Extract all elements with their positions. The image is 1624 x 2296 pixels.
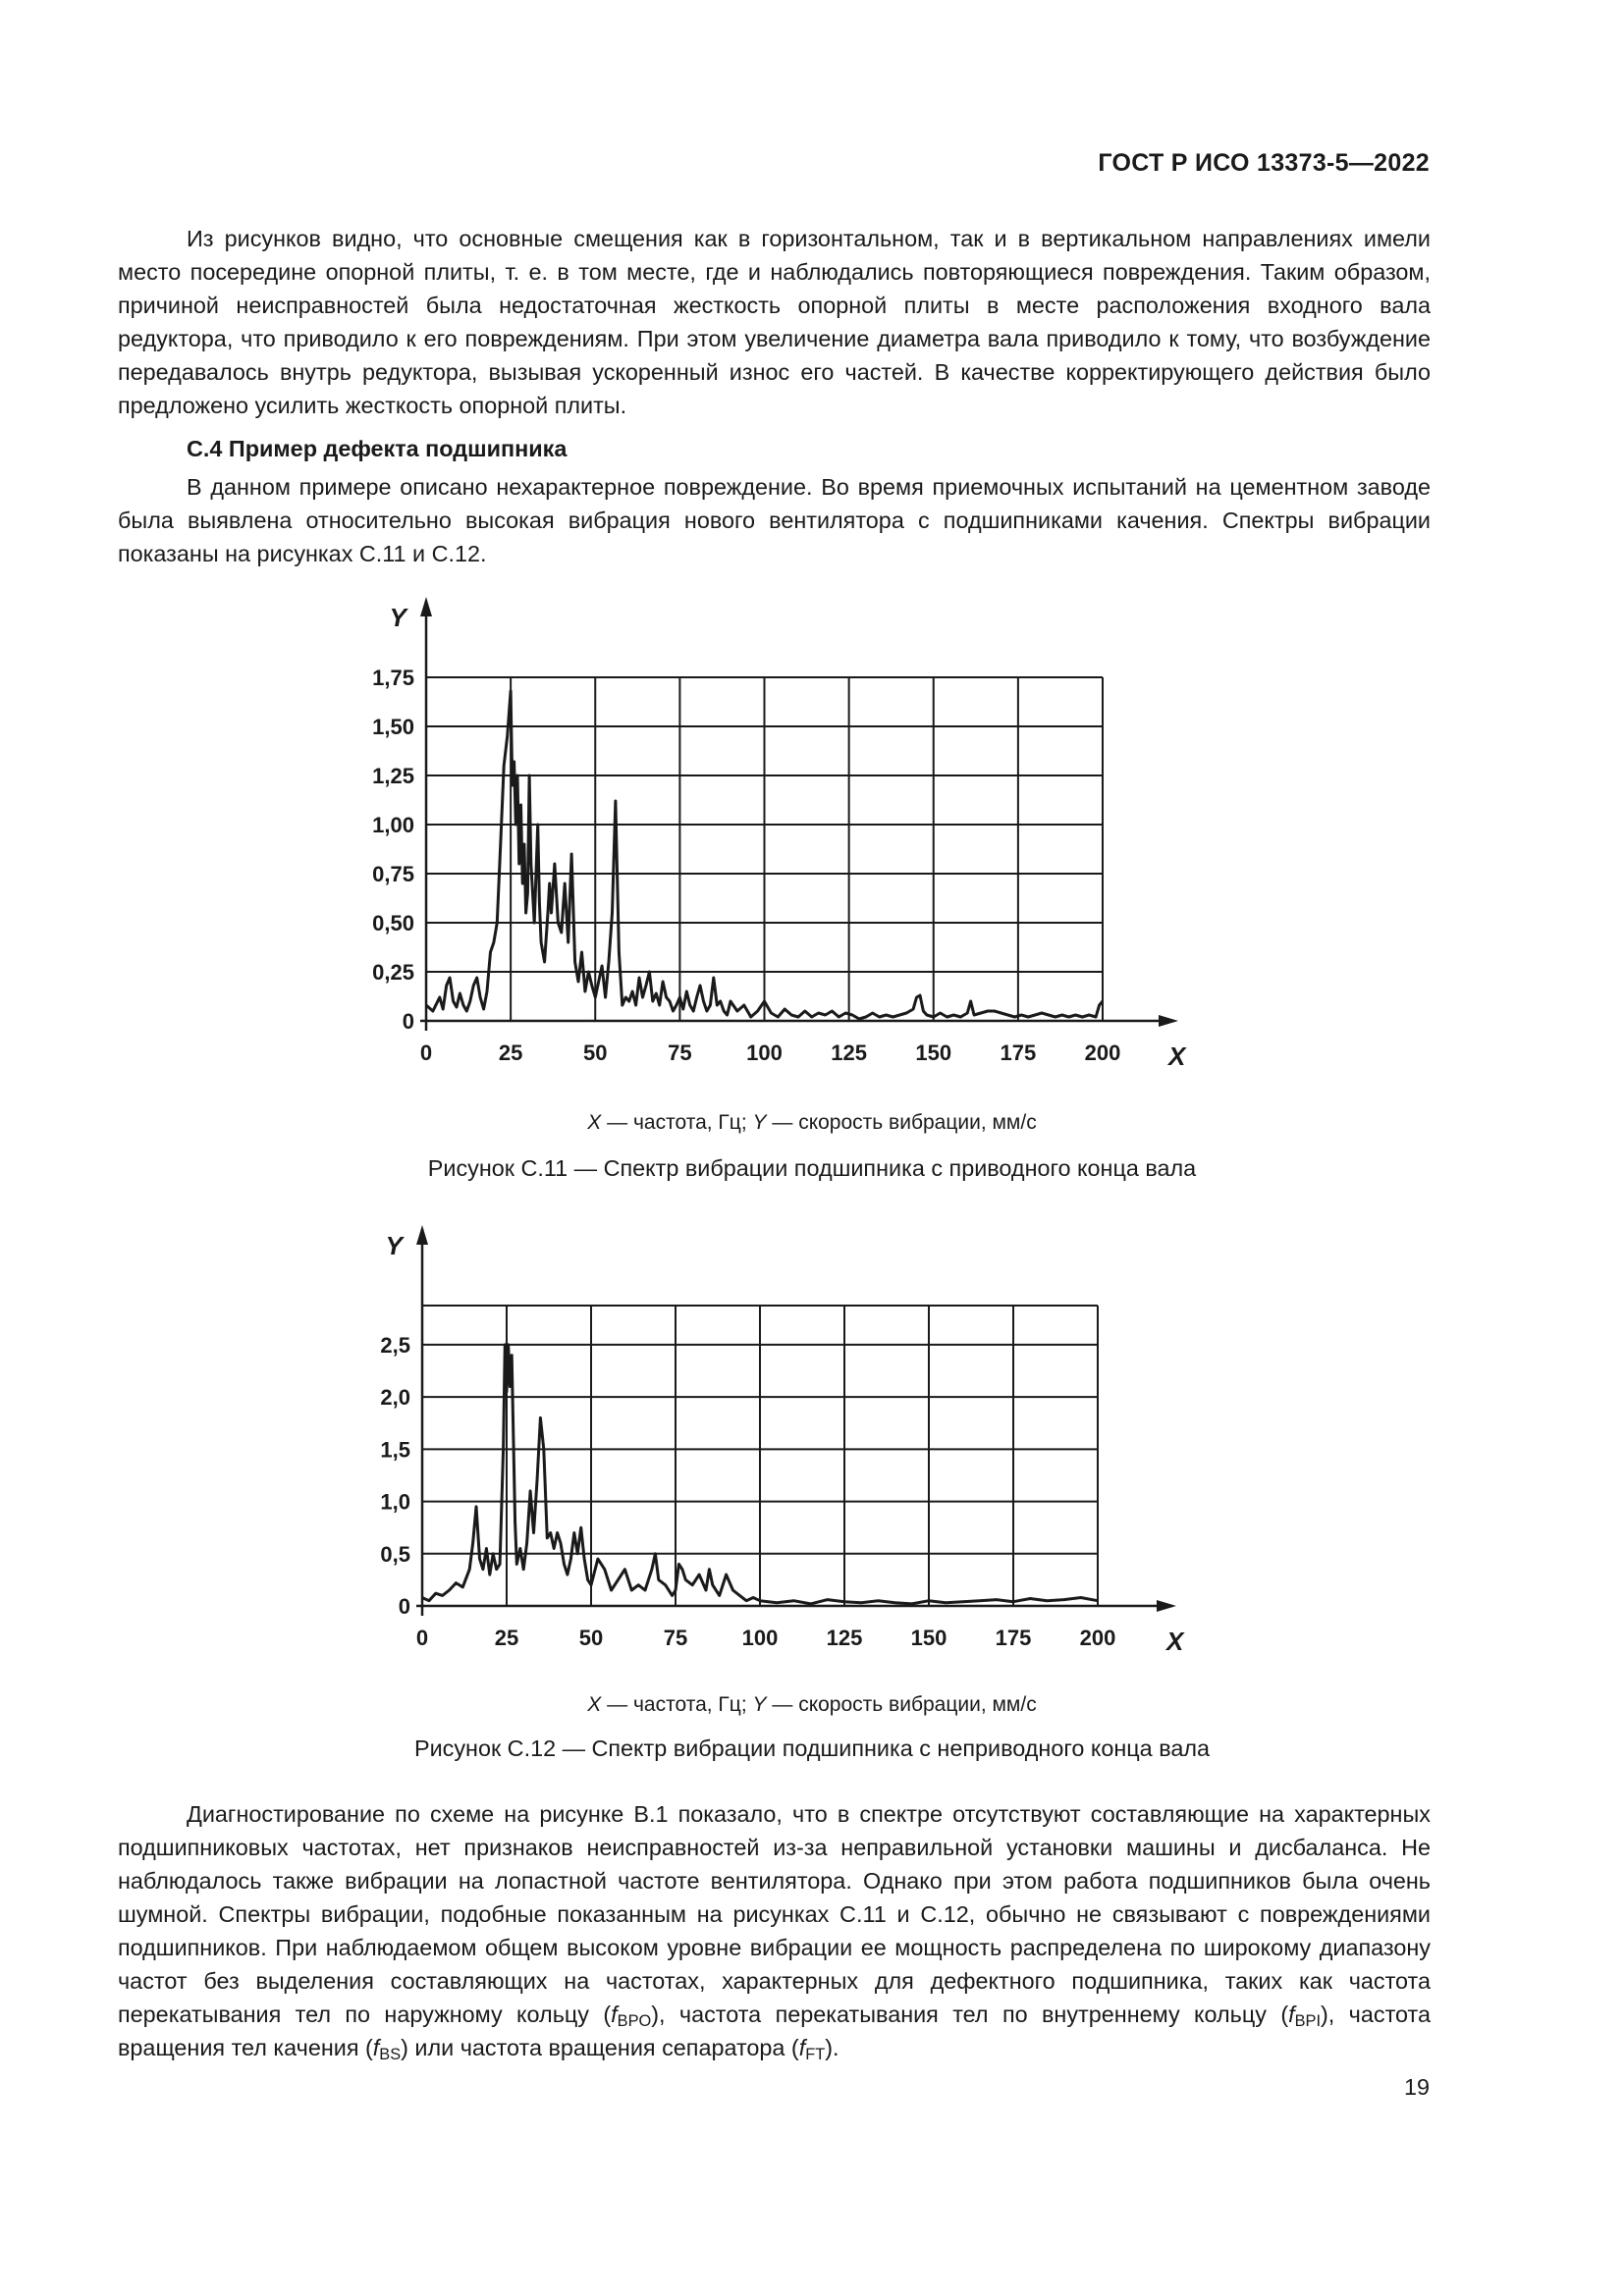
legend-x-var: X	[587, 1693, 602, 1716]
y-tick-label: 1,75	[372, 666, 414, 690]
chart-figure-c11	[0, 579, 1624, 1070]
y-tick-label: 0,25	[372, 960, 414, 985]
y-axis-arrow	[420, 597, 432, 616]
x-tick-labels	[420, 1041, 1120, 1065]
y-tick-label: 0,75	[372, 862, 414, 886]
x-tick-label: 100	[746, 1041, 783, 1065]
x-tick-label: 25	[494, 1626, 519, 1650]
x-axis-label: X	[1166, 1627, 1184, 1656]
legend-y-text: — скорость вибрации, мм/с	[766, 1693, 1037, 1716]
y-tick-label: 2,5	[380, 1332, 410, 1358]
x-tick-label: 125	[826, 1626, 863, 1650]
x-axis-arrow	[1159, 1015, 1178, 1027]
page-number: 19	[1403, 2074, 1430, 2100]
paragraph-2: В данном примере описано нехарактерное повреждение. Во время приемочных испытаний на цементном заводе была выявлена относительно высокая вибрация нового вентилятора с подшипниками качения. Спектры вибрации показаны на рисунках С.11 и С.12.	[118, 474, 1431, 566]
y-tick-labels	[380, 1333, 410, 1619]
y-tick-label: 0	[402, 1009, 414, 1034]
figure-caption-c12: Рисунок С.12 — Спектр вибрации подшипника с неприводного конца вала	[413, 1735, 1211, 1761]
legend-x-text: — частота, Гц;	[601, 1111, 753, 1134]
x-tick-label: 25	[498, 1041, 523, 1065]
x-axis-arrow	[1157, 1600, 1176, 1612]
y-axis-label: Y	[389, 603, 406, 632]
document-header: ГОСТ Р ИСО 13373-5—2022	[1098, 149, 1430, 177]
x-tick-label: 200	[1084, 1041, 1121, 1065]
legend-x-text: — частота, Гц;	[601, 1693, 753, 1716]
y-tick-label: 1,00	[372, 813, 414, 837]
y-tick-label: 0	[398, 1594, 410, 1619]
chart-axes	[390, 597, 1187, 1071]
x-axis-label: X	[1168, 1041, 1186, 1071]
y-tick-labels	[372, 666, 414, 1034]
y-tick-label: 0,5	[380, 1541, 410, 1567]
x-tick-label: 50	[578, 1626, 604, 1650]
y-tick-label: 0,50	[372, 911, 414, 935]
x-tick-label: 175	[1000, 1041, 1037, 1065]
y-axis-label: Y	[385, 1231, 403, 1260]
legend-y-var: Y	[752, 1693, 767, 1716]
chart-axes	[386, 1225, 1185, 1656]
chart-figure-c12	[0, 1231, 1624, 1686]
x-tick-label: 0	[419, 1041, 433, 1065]
y-axis-arrow	[416, 1225, 428, 1245]
figure-legend-c12	[0, 1693, 1624, 1717]
y-tick-label: 2,0	[380, 1385, 410, 1411]
x-tick-label: 0	[415, 1626, 429, 1650]
x-tick-label: 150	[910, 1626, 947, 1650]
x-tick-label: 175	[995, 1626, 1032, 1650]
legend-y-var: Y	[752, 1111, 767, 1134]
y-tick-label: 1,5	[380, 1437, 410, 1463]
figure-legend-c11	[0, 1111, 1624, 1135]
x-tick-label: 75	[663, 1626, 688, 1650]
x-tick-label: 100	[741, 1626, 779, 1650]
y-tick-label: 1,25	[372, 764, 414, 788]
x-tick-label: 200	[1079, 1626, 1116, 1650]
x-tick-label: 50	[583, 1041, 608, 1065]
figure-caption-c11: Рисунок С.11 — Спектр вибрации подшипника с приводного конца вала	[427, 1155, 1197, 1181]
x-tick-label: 75	[668, 1041, 692, 1065]
paragraph-3: Диагностирование по схеме на рисунке В.1 показало, что в спектре отсутствуют составляющие на характерных подшипниковых частотах, нет признаков неисправностей из-за неправильной установки машины и дисбаланса. Не наблюдалось также вибрации на лопастной частоте вентилятора. Однако при этом работа подшипников была очень шумной. Спектры вибрации, подобные показанным на рисунках С.11 и С.12, обычно не связывают с повреждениями подшипников. При наблюдаемом общем высоком уровне вибрации ее мощность распределена по широкому диапазону частот без выделения составляющих на частотах, характерных для дефектного подшипника, таких как частота перекатывания тел по наружному кольцу $(f_{BPO})$, частота перекатывания тел по внутреннему кольцу $(f_{BPI})$, частота вращения тел качения $(f_{BS})$ или частота вращения сепаратора $(f_{FT})$.	[118, 1801, 1431, 2063]
x-tick-label: 150	[915, 1041, 952, 1065]
section-heading: С.4 Пример дефекта подшипника	[187, 436, 568, 461]
x-tick-labels	[416, 1626, 1115, 1650]
paragraph-1: Из рисунков видно, что основные смещения как в горизонтальном, так и в вертикальном направлениях имели место посередине опорной плиты, т. е. в том месте, где и наблюдались повторяющиеся повреждения. Таким образом, причиной неисправностей была недостаточная жесткость опорной плиты в месте расположения входного вала редуктора, что приводило к его повреждениям. При этом увеличение диаметра вала приводило к тому, что возбуждение передавалось внутрь редуктора, вызывая ускоренный износ его частей. В качестве корректирующего действия было предложено усилить жесткость опорной плиты.	[118, 226, 1431, 418]
y-tick-label: 1,0	[380, 1489, 410, 1515]
legend-y-text: — скорость вибрации, мм/с	[766, 1111, 1037, 1134]
y-tick-label: 1,50	[372, 715, 414, 739]
legend-x-var: X	[587, 1111, 602, 1134]
x-tick-label: 125	[831, 1041, 867, 1065]
